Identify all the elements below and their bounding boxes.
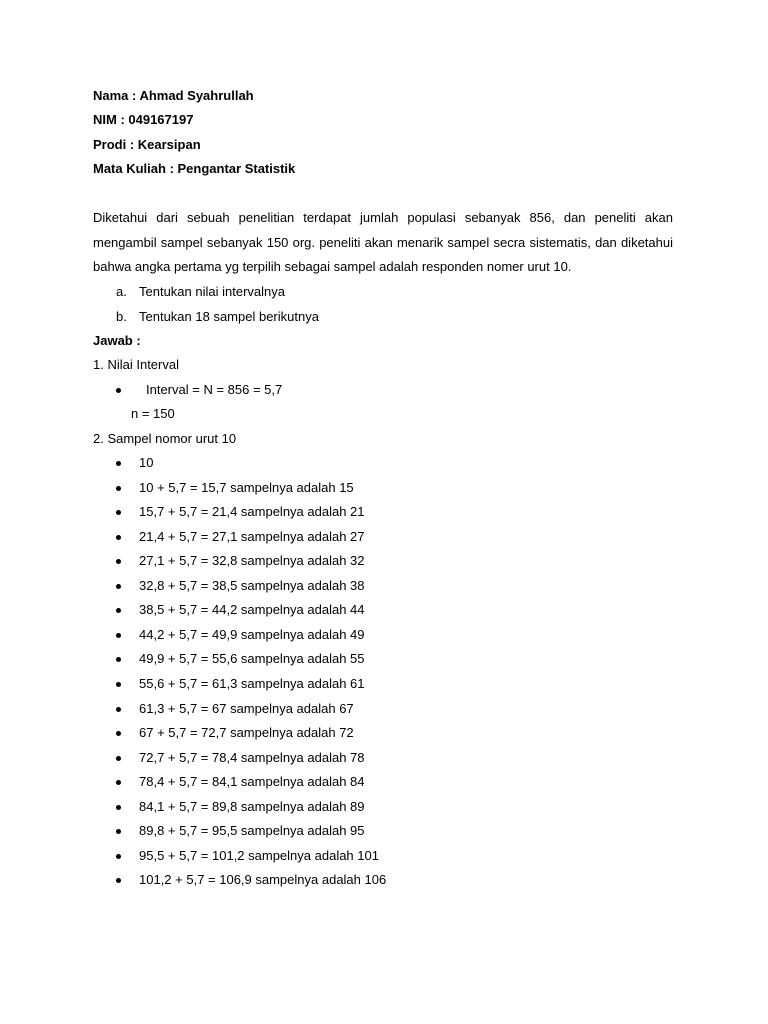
bullet-icon xyxy=(116,486,121,491)
answer-heading: Jawab : xyxy=(93,333,141,348)
bullet-icon xyxy=(116,682,121,687)
sample-item: 10 xyxy=(139,455,154,470)
bullet-icon xyxy=(116,805,121,810)
student-prodi: Prodi : Kearsipan xyxy=(93,137,201,152)
bullet-icon xyxy=(116,707,121,712)
sample-item: 78,4 + 5,7 = 84,1 sampelnya adalah 84 xyxy=(139,774,365,790)
question-paragraph: Diketahui dari sebuah penelitian terdapat jumlah populasi sebanyak 856, dan peneliti akan mengambil sampel sebanyak 150 org. peneliti akan menarik sampel secra sistematis, dan diketahui bahwa angka pertama yg terpilih sebagai sampel adalah responden nomer urut 10. xyxy=(93,210,673,274)
sample-item: 55,6 + 5,7 = 61,3 sampelnya adalah 61 xyxy=(139,675,365,691)
section-2-title: 2. Sampel nomor urut 10 xyxy=(93,431,237,446)
sample-item: 84,1 + 5,7 = 89,8 sampelnya adalah 89 xyxy=(139,798,365,814)
bullet-icon xyxy=(116,510,121,515)
question-item-b-marker: b. xyxy=(116,309,127,324)
bullet-icon xyxy=(116,584,121,589)
question-item-a-marker: a. xyxy=(116,284,127,299)
sample-item: 72,7 + 5,7 = 78,4 sampelnya adalah 78 xyxy=(139,749,365,765)
bullet-icon xyxy=(116,559,121,564)
bullet-icon xyxy=(116,461,121,466)
sample-item: 21,4 + 5,7 = 27,1 sampelnya adalah 27 xyxy=(139,528,365,544)
sample-item: 10 + 5,7 = 15,7 sampelnya adalah 15 xyxy=(139,479,354,495)
sample-item: 44,2 + 5,7 = 49,9 sampelnya adalah 49 xyxy=(139,626,365,642)
sample-item: 95,5 + 5,7 = 101,2 sampelnya adalah 101 xyxy=(139,847,379,863)
question-item-a: Tentukan nilai intervalnya xyxy=(139,284,285,299)
student-nim: NIM : 049167197 xyxy=(93,112,194,127)
sample-size-line: n = 150 xyxy=(131,406,175,421)
sample-item: 49,9 + 5,7 = 55,6 sampelnya adalah 55 xyxy=(139,651,365,667)
sample-item: 101,2 + 5,7 = 106,9 sampelnya adalah 106 xyxy=(139,872,387,888)
course-name: Mata Kuliah : Pengantar Statistik xyxy=(93,161,296,176)
bullet-icon xyxy=(116,535,121,540)
sample-item: 27,1 + 5,7 = 32,8 sampelnya adalah 32 xyxy=(139,553,365,569)
bullet-icon xyxy=(116,854,121,859)
interval-formula: Interval = N = 856 = 5,7 xyxy=(146,382,283,397)
sample-item: 15,7 + 5,7 = 21,4 sampelnya adalah 21 xyxy=(139,504,365,520)
bullet-icon xyxy=(116,731,121,736)
bullet-icon xyxy=(116,388,121,393)
bullet-icon xyxy=(116,829,121,834)
bullet-icon xyxy=(116,878,121,883)
bullet-icon xyxy=(116,780,121,785)
sample-item: 32,8 + 5,7 = 38,5 sampelnya adalah 38 xyxy=(139,577,365,593)
sample-item: 89,8 + 5,7 = 95,5 sampelnya adalah 95 xyxy=(139,823,365,839)
bullet-icon xyxy=(116,657,121,662)
sample-item: 38,5 + 5,7 = 44,2 sampelnya adalah 44 xyxy=(139,602,365,618)
sample-item: 67 + 5,7 = 72,7 sampelnya adalah 72 xyxy=(139,725,354,741)
bullet-icon xyxy=(116,756,121,761)
sample-item: 61,3 + 5,7 = 67 sampelnya adalah 67 xyxy=(139,700,354,716)
bullet-icon xyxy=(116,608,121,613)
bullet-icon xyxy=(116,633,121,638)
student-name: Nama : Ahmad Syahrullah xyxy=(93,88,254,103)
section-1-title: 1. Nilai Interval xyxy=(93,357,179,372)
question-item-b: Tentukan 18 sampel berikutnya xyxy=(139,309,319,324)
